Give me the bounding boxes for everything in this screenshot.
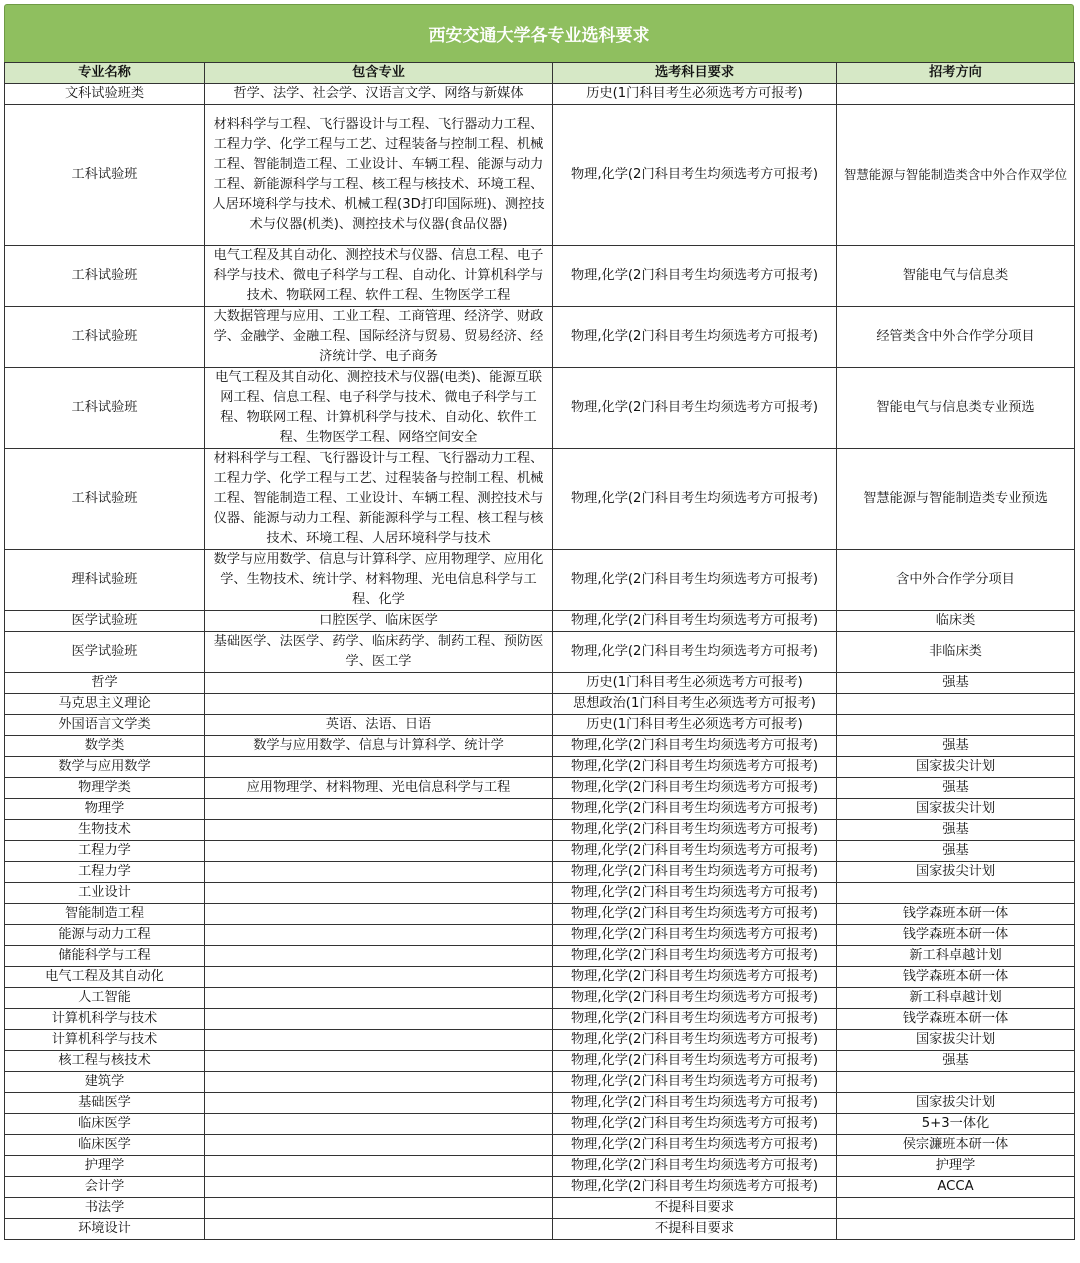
table-row: [5, 449, 1075, 550]
subject-requirement-cell: 物理,化学(2门科目考生均须选考方可报考): [553, 946, 837, 967]
included-majors-cell: 电气工程及其自动化、测控技术与仪器、信息工程、电子科学与技术、微电子科学与工程、自动化、计算机科学与技术、物联网工程、软件工程、生物医学工程: [205, 246, 553, 307]
major-name-cell: 储能科学与工程: [5, 946, 205, 967]
included-majors-cell: 电气工程及其自动化、测控技术与仪器(电类)、能源互联网工程、信息工程、电子科学与技术、微电子科学与工程、物联网工程、计算机科学与技术、自动化、软件工程、生物医学工程、网络空间安全: [205, 368, 553, 449]
subject-requirement-cell: 物理,化学(2门科目考生均须选考方可报考): [553, 246, 837, 307]
admission-direction-cell: 非临床类: [837, 632, 1075, 673]
included-majors-cell: [205, 946, 553, 967]
included-majors-cell: [205, 1219, 553, 1240]
included-majors-cell: [205, 904, 553, 925]
included-majors-cell: [205, 1177, 553, 1198]
major-name-cell: 工科试验班: [5, 105, 205, 246]
admission-direction-cell: [837, 84, 1075, 105]
admission-direction-cell: 国家拔尖计划: [837, 1093, 1075, 1114]
table-row: [5, 1114, 1075, 1135]
subject-requirement-cell: 物理,化学(2门科目考生均须选考方可报考): [553, 841, 837, 862]
major-name-cell: 建筑学: [5, 1072, 205, 1093]
admission-direction-cell: [837, 883, 1075, 904]
table-row: [5, 1219, 1075, 1240]
included-majors-cell: [205, 967, 553, 988]
major-name-cell: 外国语言文学类: [5, 715, 205, 736]
subject-requirement-cell: 物理,化学(2门科目考生均须选考方可报考): [553, 904, 837, 925]
subject-requirement-cell: 物理,化学(2门科目考生均须选考方可报考): [553, 1093, 837, 1114]
included-majors-cell: [205, 1156, 553, 1177]
included-majors-cell: [205, 925, 553, 946]
table-row: [5, 841, 1075, 862]
subject-requirement-cell: 物理,化学(2门科目考生均须选考方可报考): [553, 1114, 837, 1135]
included-majors-cell: [205, 799, 553, 820]
admission-direction-cell: 智慧能源与智能制造类含中外合作双学位: [837, 105, 1075, 246]
table-row: [5, 715, 1075, 736]
included-majors-cell: 口腔医学、临床医学: [205, 611, 553, 632]
major-name-cell: 电气工程及其自动化: [5, 967, 205, 988]
admission-direction-cell: 临床类: [837, 611, 1075, 632]
major-name-cell: 人工智能: [5, 988, 205, 1009]
included-majors-cell: [205, 1198, 553, 1219]
included-majors-cell: 英语、法语、日语: [205, 715, 553, 736]
admission-direction-cell: ACCA: [837, 1177, 1075, 1198]
table-row: [5, 988, 1075, 1009]
included-majors-cell: 材料科学与工程、飞行器设计与工程、飞行器动力工程、工程力学、化学工程与工艺、过程装备与控制工程、机械工程、智能制造工程、工业设计、车辆工程、测控技术与仪器、能源与动力工程、新能源科学与工程、核工程与核技术、环境工程、人居环境科学与技术: [205, 449, 553, 550]
major-name-cell: 基础医学: [5, 1093, 205, 1114]
subject-requirement-cell: 物理,化学(2门科目考生均须选考方可报考): [553, 799, 837, 820]
major-name-cell: 哲学: [5, 673, 205, 694]
subject-requirement-cell: 物理,化学(2门科目考生均须选考方可报考): [553, 967, 837, 988]
subject-requirement-cell: 历史(1门科目考生必须选考方可报考): [553, 673, 837, 694]
major-name-cell: 医学试验班: [5, 632, 205, 673]
subject-requirement-cell: 物理,化学(2门科目考生均须选考方可报考): [553, 778, 837, 799]
major-name-cell: 工业设计: [5, 883, 205, 904]
table-row: [5, 1072, 1075, 1093]
table-row: [5, 550, 1075, 611]
admission-direction-cell: 国家拔尖计划: [837, 757, 1075, 778]
table-row: [5, 84, 1075, 105]
table-row: [5, 1156, 1075, 1177]
subject-requirement-cell: 物理,化学(2门科目考生均须选考方可报考): [553, 757, 837, 778]
major-name-cell: 工科试验班: [5, 368, 205, 449]
major-name-cell: 能源与动力工程: [5, 925, 205, 946]
table-row: [5, 632, 1075, 673]
admission-direction-cell: 智能电气与信息类: [837, 246, 1075, 307]
major-name-cell: 工程力学: [5, 862, 205, 883]
included-majors-cell: [205, 841, 553, 862]
major-name-cell: 物理学类: [5, 778, 205, 799]
included-majors-cell: [205, 694, 553, 715]
subject-requirement-cell: 物理,化学(2门科目考生均须选考方可报考): [553, 883, 837, 904]
major-name-cell: 临床医学: [5, 1114, 205, 1135]
table-row: [5, 694, 1075, 715]
subject-requirement-cell: 历史(1门科目考生必须选考方可报考): [553, 84, 837, 105]
major-name-cell: 生物技术: [5, 820, 205, 841]
admission-direction-cell: 强基: [837, 778, 1075, 799]
table-row: [5, 862, 1075, 883]
table-row: [5, 1093, 1075, 1114]
header-row: [5, 63, 1075, 84]
admission-direction-cell: 5+3一体化: [837, 1114, 1075, 1135]
subject-requirement-cell: 物理,化学(2门科目考生均须选考方可报考): [553, 988, 837, 1009]
table-row: [5, 757, 1075, 778]
subject-requirement-cell: 不提科目要求: [553, 1198, 837, 1219]
major-name-cell: 数学类: [5, 736, 205, 757]
table-row: [5, 820, 1075, 841]
subject-requirement-cell: 历史(1门科目考生必须选考方可报考): [553, 715, 837, 736]
subject-requirement-cell: 物理,化学(2门科目考生均须选考方可报考): [553, 925, 837, 946]
admission-direction-cell: 强基: [837, 1051, 1075, 1072]
included-majors-cell: 材料科学与工程、飞行器设计与工程、飞行器动力工程、工程力学、化学工程与工艺、过程装备与控制工程、机械工程、智能制造工程、工业设计、车辆工程、能源与动力工程、新能源科学与工程、核工程与核技术、环境工程、人居环境科学与技术、机械工程(3D打印国际班)、测控技术与仪器(机类)、测控技术与仪器(食品仪器): [205, 105, 553, 246]
subject-requirement-cell: 不提科目要求: [553, 1219, 837, 1240]
admission-direction-cell: 护理学: [837, 1156, 1075, 1177]
included-majors-cell: [205, 1072, 553, 1093]
table-row: [5, 105, 1075, 246]
included-majors-cell: [205, 1114, 553, 1135]
admission-direction-cell: 钱学森班本研一体: [837, 967, 1075, 988]
subject-requirement-cell: 物理,化学(2门科目考生均须选考方可报考): [553, 1030, 837, 1051]
header-included-majors: 包含专业: [205, 63, 553, 84]
included-majors-cell: [205, 1030, 553, 1051]
subject-requirement-cell: 物理,化学(2门科目考生均须选考方可报考): [553, 368, 837, 449]
subject-requirement-cell: 物理,化学(2门科目考生均须选考方可报考): [553, 1177, 837, 1198]
major-name-cell: 护理学: [5, 1156, 205, 1177]
subject-requirement-cell: 物理,化学(2门科目考生均须选考方可报考): [553, 1135, 837, 1156]
admission-direction-cell: [837, 1072, 1075, 1093]
included-majors-cell: [205, 673, 553, 694]
admission-direction-cell: 智慧能源与智能制造类专业预选: [837, 449, 1075, 550]
included-majors-cell: 数学与应用数学、信息与计算科学、统计学: [205, 736, 553, 757]
subject-requirement-cell: 物理,化学(2门科目考生均须选考方可报考): [553, 1051, 837, 1072]
included-majors-cell: [205, 820, 553, 841]
table-row: [5, 673, 1075, 694]
major-name-cell: 物理学: [5, 799, 205, 820]
major-name-cell: 理科试验班: [5, 550, 205, 611]
major-name-cell: 工程力学: [5, 841, 205, 862]
subject-requirement-cell: 物理,化学(2门科目考生均须选考方可报考): [553, 105, 837, 246]
admission-direction-cell: 钱学森班本研一体: [837, 1009, 1075, 1030]
admission-direction-cell: [837, 1198, 1075, 1219]
admission-direction-cell: 新工科卓越计划: [837, 946, 1075, 967]
table-row: [5, 883, 1075, 904]
included-majors-cell: 哲学、法学、社会学、汉语言文学、网络与新媒体: [205, 84, 553, 105]
included-majors-cell: [205, 862, 553, 883]
major-name-cell: 马克思主义理论: [5, 694, 205, 715]
admission-direction-cell: 新工科卓越计划: [837, 988, 1075, 1009]
admission-direction-cell: 智能电气与信息类专业预选: [837, 368, 1075, 449]
table-row: [5, 1135, 1075, 1156]
header-admission-direction: 招考方向: [837, 63, 1075, 84]
table-row: [5, 799, 1075, 820]
included-majors-cell: [205, 1135, 553, 1156]
admission-direction-cell: 强基: [837, 736, 1075, 757]
admission-direction-cell: 钱学森班本研一体: [837, 904, 1075, 925]
admission-direction-cell: [837, 1219, 1075, 1240]
table-row: [5, 946, 1075, 967]
subject-requirement-cell: 物理,化学(2门科目考生均须选考方可报考): [553, 1009, 837, 1030]
table-title-text: 西安交通大学各专业选科要求: [428, 26, 650, 46]
table-row: [5, 925, 1075, 946]
major-name-cell: 核工程与核技术: [5, 1051, 205, 1072]
subject-requirement-cell: 物理,化学(2门科目考生均须选考方可报考): [553, 632, 837, 673]
major-name-cell: 医学试验班: [5, 611, 205, 632]
admission-direction-cell: [837, 715, 1075, 736]
admission-direction-cell: 强基: [837, 673, 1075, 694]
subject-requirement-cell: 物理,化学(2门科目考生均须选考方可报考): [553, 611, 837, 632]
included-majors-cell: 大数据管理与应用、工业工程、工商管理、经济学、财政学、金融学、金融工程、国际经济与贸易、贸易经济、经济统计学、电子商务: [205, 307, 553, 368]
table-body: [5, 84, 1075, 1240]
subject-requirement-cell: 物理,化学(2门科目考生均须选考方可报考): [553, 820, 837, 841]
admission-direction-cell: 国家拔尖计划: [837, 862, 1075, 883]
table-row: [5, 736, 1075, 757]
table-title: [4, 4, 1074, 62]
admission-direction-cell: 经管类含中外合作学分项目: [837, 307, 1075, 368]
major-name-cell: 会计学: [5, 1177, 205, 1198]
subject-requirement-cell: 物理,化学(2门科目考生均须选考方可报考): [553, 736, 837, 757]
admission-direction-cell: 国家拔尖计划: [837, 799, 1075, 820]
major-name-cell: 文科试验班类: [5, 84, 205, 105]
included-majors-cell: [205, 1051, 553, 1072]
major-name-cell: 工科试验班: [5, 307, 205, 368]
table-row: [5, 1009, 1075, 1030]
major-name-cell: 工科试验班: [5, 449, 205, 550]
subject-requirement-cell: 物理,化学(2门科目考生均须选考方可报考): [553, 1156, 837, 1177]
admission-direction-cell: 强基: [837, 841, 1075, 862]
table-row: [5, 1030, 1075, 1051]
included-majors-cell: 数学与应用数学、信息与计算科学、应用物理学、应用化学、生物技术、统计学、材料物理、光电信息科学与工程、化学: [205, 550, 553, 611]
major-name-cell: 计算机科学与技术: [5, 1030, 205, 1051]
subject-requirement-cell: 物理,化学(2门科目考生均须选考方可报考): [553, 1072, 837, 1093]
major-name-cell: 计算机科学与技术: [5, 1009, 205, 1030]
table-row: [5, 1177, 1075, 1198]
major-name-cell: 工科试验班: [5, 246, 205, 307]
included-majors-cell: [205, 757, 553, 778]
table-row: [5, 611, 1075, 632]
included-majors-cell: 基础医学、法医学、药学、临床药学、制药工程、预防医学、医工学: [205, 632, 553, 673]
included-majors-cell: [205, 1009, 553, 1030]
major-name-cell: 环境设计: [5, 1219, 205, 1240]
subject-requirement-cell: 物理,化学(2门科目考生均须选考方可报考): [553, 550, 837, 611]
major-name-cell: 数学与应用数学: [5, 757, 205, 778]
admission-direction-cell: 强基: [837, 820, 1075, 841]
table-row: [5, 307, 1075, 368]
included-majors-cell: [205, 883, 553, 904]
subject-requirement-cell: 物理,化学(2门科目考生均须选考方可报考): [553, 862, 837, 883]
header-major-name: 专业名称: [5, 63, 205, 84]
table-row: [5, 368, 1075, 449]
major-name-cell: 书法学: [5, 1198, 205, 1219]
included-majors-cell: [205, 988, 553, 1009]
table-row: [5, 1198, 1075, 1219]
admission-direction-cell: 钱学森班本研一体: [837, 925, 1075, 946]
table-row: [5, 778, 1075, 799]
table-row: [5, 1051, 1075, 1072]
admission-direction-cell: 国家拔尖计划: [837, 1030, 1075, 1051]
included-majors-cell: [205, 1093, 553, 1114]
header-subject-requirement: 选考科目要求: [553, 63, 837, 84]
major-name-cell: 临床医学: [5, 1135, 205, 1156]
table-row: [5, 904, 1075, 925]
admission-direction-cell: 含中外合作学分项目: [837, 550, 1075, 611]
admission-direction-cell: 侯宗濂班本研一体: [837, 1135, 1075, 1156]
subject-requirement-cell: 物理,化学(2门科目考生均须选考方可报考): [553, 307, 837, 368]
requirements-sheet: [4, 4, 1074, 1240]
subject-requirement-cell: 物理,化学(2门科目考生均须选考方可报考): [553, 449, 837, 550]
subject-requirement-cell: 思想政治(1门科目考生必须选考方可报考): [553, 694, 837, 715]
table-row: [5, 967, 1075, 988]
major-name-cell: 智能制造工程: [5, 904, 205, 925]
admission-direction-cell: [837, 694, 1075, 715]
requirements-table: [4, 62, 1075, 1240]
table-row: [5, 246, 1075, 307]
included-majors-cell: 应用物理学、材料物理、光电信息科学与工程: [205, 778, 553, 799]
